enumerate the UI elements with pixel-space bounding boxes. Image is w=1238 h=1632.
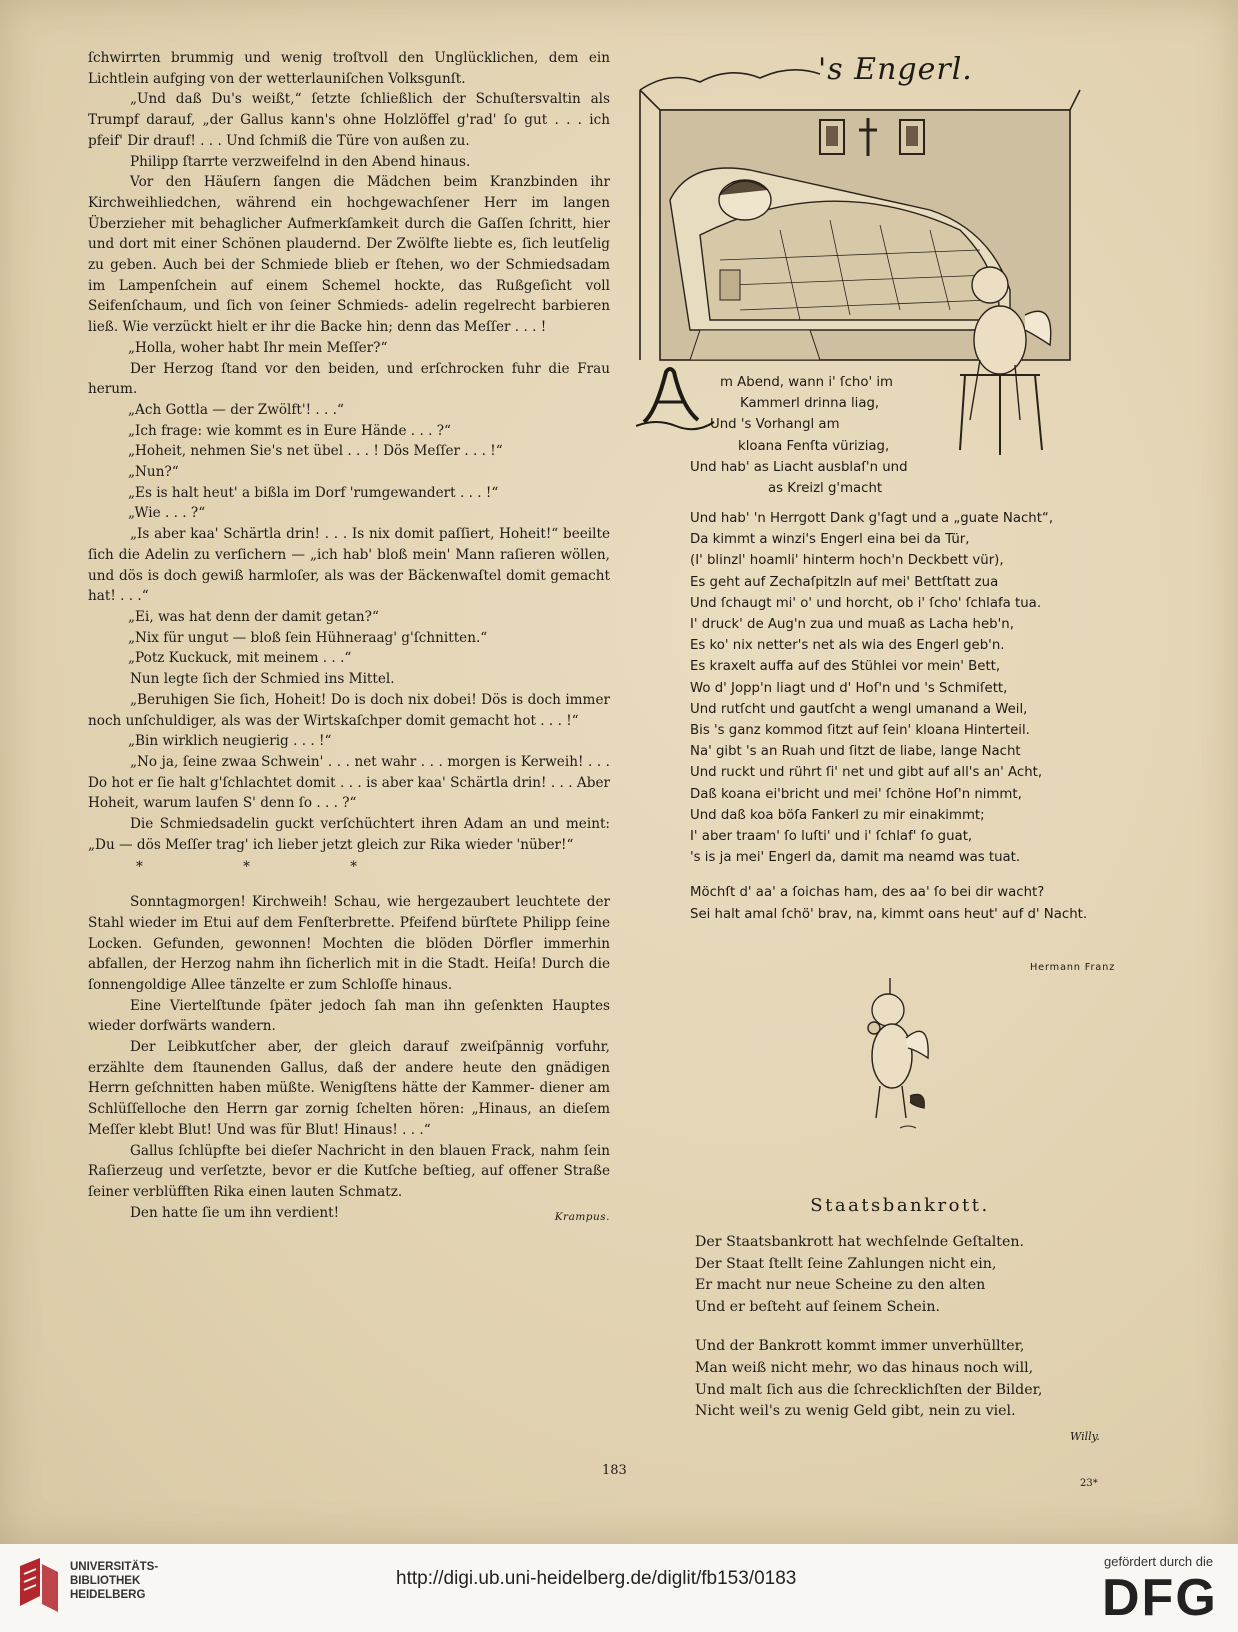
poem-line: Er macht nur neue Scheine zu den alten bbox=[695, 1277, 986, 1294]
story-paragraph: „No ja, ſeine zwaa Schwein' . . . net wahr . . . morgen is Kerweih! . . . Do hot er ſie halt g'ſchlachtet domit . . . is aber kaa' Schärtla drin! . . . Aber Hoheit, warum laufen S' denn ſo . . . ?“ bbox=[88, 753, 610, 812]
poem-line: Es kraxelt auffa auf des Stühlei vor mein' Bett, bbox=[690, 659, 1001, 675]
poem-line: Und hab' as Liacht ausblaſ'n und bbox=[690, 459, 908, 475]
story-paragraph: Sonntagmorgen! Kirchweih! Schau, wie hergezaubert leuchtete der Stahl wieder im Etui auf dem Fenſterbrette. Pfeifend bürſtete Philipp ſeine Locken. Gefunden, gewonnen! Mochten die blöden Dörfler immerhin abfallen, der Herzog nahm ihn ſicherlich mit in die Stadt. Heiſa! Durch die ſonnengoldige Allee tänzelte er zum Schloſſe hinaus. bbox=[88, 894, 610, 993]
story-paragraph: „Und daß Du's weißt,“ ſetzte ſchließlich der Schuſtersvaltin als Trumpf darauf, „der Gallus kann's ohne Holzlöffel g'rad' ſo gut . . . ich pfeif' Dir drauf! . . . Und ſchmiß die Türe von außen zu. bbox=[88, 91, 610, 149]
poem-line: Und hab' 'n Herrgott Dank g'ſagt und a „guate Nacht“, bbox=[690, 511, 1054, 526]
story-paragraph: Vor den Häuſern ſangen die Mädchen beim Kranzbinden ihr Kirchweihliedchen, während ein hochgewachſener Herr im langen Überzieher mit behaglicher Aufmerkſamkeit durch die Gaſſen ſchritt, hier und dort mit einer Schönen plaudernd. Der Zwölfte liebte es, ſich leutſelig zu geben. Auch bei der Schmiede blieb er ſtehen, wo der Schmiedsadam im Lampenſchein auf einem Schemel hockte, das Rußgeſicht voll Seifenſchaum, und ſich von ſeiner Schmieds- adelin regelrecht barbieren ließ. Wie verzückt hielt er ihr die Backe hin; denn das Meſſer . . . ! bbox=[88, 174, 610, 336]
story-signature: Krampus. bbox=[554, 1210, 610, 1223]
poem-line: Na' gibt 's an Ruah und ſitzt de liabe, lange Nacht bbox=[690, 744, 1021, 760]
poem-line: Da kimmt a winzi's Engerl eina bei da Tür, bbox=[690, 532, 970, 548]
library-line: HEIDELBERG bbox=[70, 1589, 146, 1601]
story-dialogue: „Hoheit, nehmen Sie's net übel . . . ! Dös Meſſer . . . !“ bbox=[128, 443, 503, 460]
poem-line: Es ko' nix netter's net als wia des Engerl geb'n. bbox=[690, 638, 1005, 654]
engerl-title: 's Engerl. bbox=[818, 52, 973, 87]
story-paragraph: Eine Viertelſtunde ſpäter jedoch ſah man ihn geſenkten Hauptes wieder dorfwärts wandern. bbox=[88, 997, 610, 1035]
permalink-url[interactable]: http://digi.ub.uni-heidelberg.de/diglit/fb153/0183 bbox=[396, 1568, 797, 1589]
poem-line: Bis 's ganz kommod ſitzt auf ſein' kloana Hinterteil. bbox=[690, 723, 1030, 739]
dropcap-text: A bbox=[640, 392, 641, 393]
poem-line: Und 's Vorhangl am bbox=[710, 417, 840, 433]
staatsbankrott-poem bbox=[695, 1232, 1125, 1423]
poem-line: Daß koana ei'bricht und mei' ſchöne Hoſ'n nimmt, bbox=[690, 786, 1022, 802]
poem-line: Der Staatsbankrott hat wechſelnde Geſtalten. bbox=[695, 1234, 1025, 1250]
story-paragraph: „Beruhigen Sie ſich, Hoheit! Do is doch nix dobei! Dös is doch immer noch unſchuldiger, als was der Wirtskaſchper domit gemacht hot . . . !“ bbox=[88, 691, 610, 729]
story-dialogue: „Potz Kuckuck, mit meinem . . .“ bbox=[128, 650, 352, 667]
poem-line: Der Staat ſtellt ſeine Zahlungen nicht ein, bbox=[695, 1255, 997, 1272]
story-dialogue: „Ei, was hat denn der damit getan?“ bbox=[128, 608, 379, 625]
poem-line: kloana Fenſta vüriziag, bbox=[738, 438, 890, 454]
staatsbankrott-title: Staatsbankrott. bbox=[810, 1195, 990, 1216]
story-paragraph: Die Schmiedsadelin guckt verſchüchtert ihren Adam an und meint: „Du — dös Meſſer trag' ich lieber jetzt gleich zur Rika wieder 'nüber!“ bbox=[88, 816, 610, 853]
poem-line: Und malt ſich aus die ſchrecklichſten der Bilder, bbox=[695, 1381, 1043, 1398]
poem-line: Und der Bankrott kommt immer unverhüllter, bbox=[695, 1338, 1025, 1355]
poem-line: Man weiß nicht mehr, wo das hinaus noch will, bbox=[695, 1359, 1034, 1376]
story-paragraph-last bbox=[88, 1203, 610, 1224]
vine-ornament bbox=[640, 70, 820, 90]
poem-line: Und rutſcht und gautſcht a wengl umanand a Weil, bbox=[690, 701, 1028, 717]
story-dialogue: „Holla, woher habt Ihr mein Meſſer?“ bbox=[128, 339, 388, 356]
frame-top bbox=[640, 90, 1080, 110]
story-closing-line: Den hatte ſie um ihn verdient! bbox=[130, 1204, 340, 1221]
university-library-logo-icon[interactable] bbox=[14, 1556, 64, 1614]
engerl-poem-body bbox=[690, 508, 1130, 925]
story-dialogue: „Es is halt heut' a bißla im Dorf 'rumgewandert . . . !“ bbox=[128, 484, 499, 501]
poem-line: 's is ja mei' Engerl da, damit ma neamd was tuat. bbox=[690, 850, 1021, 866]
sheet-mark: 23* bbox=[1080, 1478, 1098, 1489]
story-dialogue: „Ich frage: wie kommt es in Eure Hände . . . ?“ bbox=[128, 422, 451, 439]
poem-line: m Abend, wann i' ſcho' im bbox=[720, 375, 893, 390]
poem-line: as Kreizl g'macht bbox=[768, 481, 883, 497]
left-column-story bbox=[88, 48, 610, 1227]
library-line: BIBLIOTHEK bbox=[70, 1575, 141, 1587]
poem-line: Kammerl drinna liag, bbox=[740, 396, 880, 412]
poem-line: Und ſchaugt mi' o' und horcht, ob i' ſcho' ſchlafa tua. bbox=[690, 595, 1042, 611]
page-number: 183 bbox=[602, 1463, 627, 1478]
engerl-author: Hermann Franz bbox=[1030, 962, 1116, 973]
engerl-opening bbox=[690, 372, 950, 499]
sponsor-label: gefördert durch die bbox=[1104, 1554, 1214, 1569]
poem-line: I' aber traam' ſo luſti' und i' ſchlaf' ſo guat, bbox=[690, 829, 973, 845]
story-dialogue: „Bin wirklich neugierig . . . !“ bbox=[128, 733, 332, 750]
library-line: UNIVERSITÄTS- bbox=[70, 1561, 159, 1573]
poem-line: (I' blinzl' hoamli' hinterm hoch'n Deckbett vür), bbox=[690, 553, 1004, 569]
dfg-logo[interactable]: DFG bbox=[1102, 1569, 1218, 1627]
poem-line: I' druck' de Aug'n zua und muaß as Lacha heb'n, bbox=[690, 617, 1014, 633]
story-paragraph: Der Leibkutſcher aber, der gleich darauf zweiſpännig vorfuhr, erzählte dem ſtaunenden Gallus, daß der andere heute den gnädigen Herrn geſchnitten haben müßte. Wenigſtens hätte der Kammer- diener am Schlüſſelloche den Herrn gar zornig ſchelten hören: „Hinaus, an dieſem Meſſer klebt Blut! Und was für Blut! Hinaus! . . .“ bbox=[88, 1039, 610, 1138]
university-library-name[interactable] bbox=[70, 1560, 158, 1602]
story-paragraph: Der Herzog ſtand vor den beiden, und erſchrocken fuhr die Frau herum. bbox=[88, 360, 610, 398]
staatsbankrott-author: Willy. bbox=[1070, 1430, 1100, 1443]
story-dialogue: „Nun?“ bbox=[128, 464, 179, 481]
poem-line: Und daß koa böſa Fankerl zu mir einakimmt; bbox=[690, 807, 985, 823]
story-paragraph: Nun legte ſich der Schmied ins Mittel. bbox=[130, 671, 395, 688]
story-dialogue: „Nix für ungut — bloß ſein Hühneraag' g'ſchnitten.“ bbox=[128, 629, 488, 646]
stool bbox=[960, 375, 1042, 455]
story-paragraph: ſchwirrten brummig und wenig troſtvoll den Unglücklichen, dem ein Lichtlein aufging von der wetterlauniſchen Volksgunſt. bbox=[88, 50, 610, 87]
poem-line: Es geht auf Zechaſpitzln auf mei' Bettſtatt zua bbox=[690, 574, 999, 590]
story-dialogue: „Wie . . . ?“ bbox=[128, 505, 206, 522]
story-paragraph: Philipp ſtarrte verzweifelnd in den Abend hinaus. bbox=[130, 153, 471, 170]
section-divider-stars: * * * bbox=[136, 859, 406, 876]
cherub-vignette bbox=[840, 978, 950, 1138]
poem-line: Und er beſteht auf ſeinem Schein. bbox=[695, 1298, 940, 1315]
poem-line: Nicht weil's zu wenig Geld gibt, nein zu viel. bbox=[695, 1403, 1016, 1420]
poem-line: Sei halt amal ſchö' brav, na, kimmt oans heut' auf d' Nacht. bbox=[690, 906, 1088, 922]
story-dialogue: „Ach Gottla — der Zwölft'! . . .“ bbox=[128, 401, 344, 418]
poem-line: Möchſt d' aa' a ſoichas ham, des aa' ſo bei dir wacht? bbox=[690, 885, 1045, 901]
story-paragraph: Gallus ſchlüpfte bei dieſer Nachricht in den blauen Frack, nahm ſein Raſierzeug und verſetzte, bevor er die Kutſche beſtieg, auf offener Straße ſeiner verblüfften Rika einen lauten Schmatz. bbox=[88, 1142, 610, 1200]
poem-line: Und ruckt und rührt ſi' net und gibt auf all's an' Acht, bbox=[690, 765, 1043, 781]
story-paragraph: „Is aber kaa' Schärtla drin! . . . Is nix domit paſſiert, Hoheit!“ beeilte ſich die Adelin zu verſichern — „ich hab' bloß mein' Mann raſieren wöllen, und dös is doch gewiß harmloſer, als was der Bäckenwaſtel domit gemacht hat! . . .“ bbox=[88, 526, 610, 605]
poem-line: Wo d' Jopp'n liagt und d' Hoſ'n und 's Schmiſett, bbox=[690, 680, 1008, 696]
